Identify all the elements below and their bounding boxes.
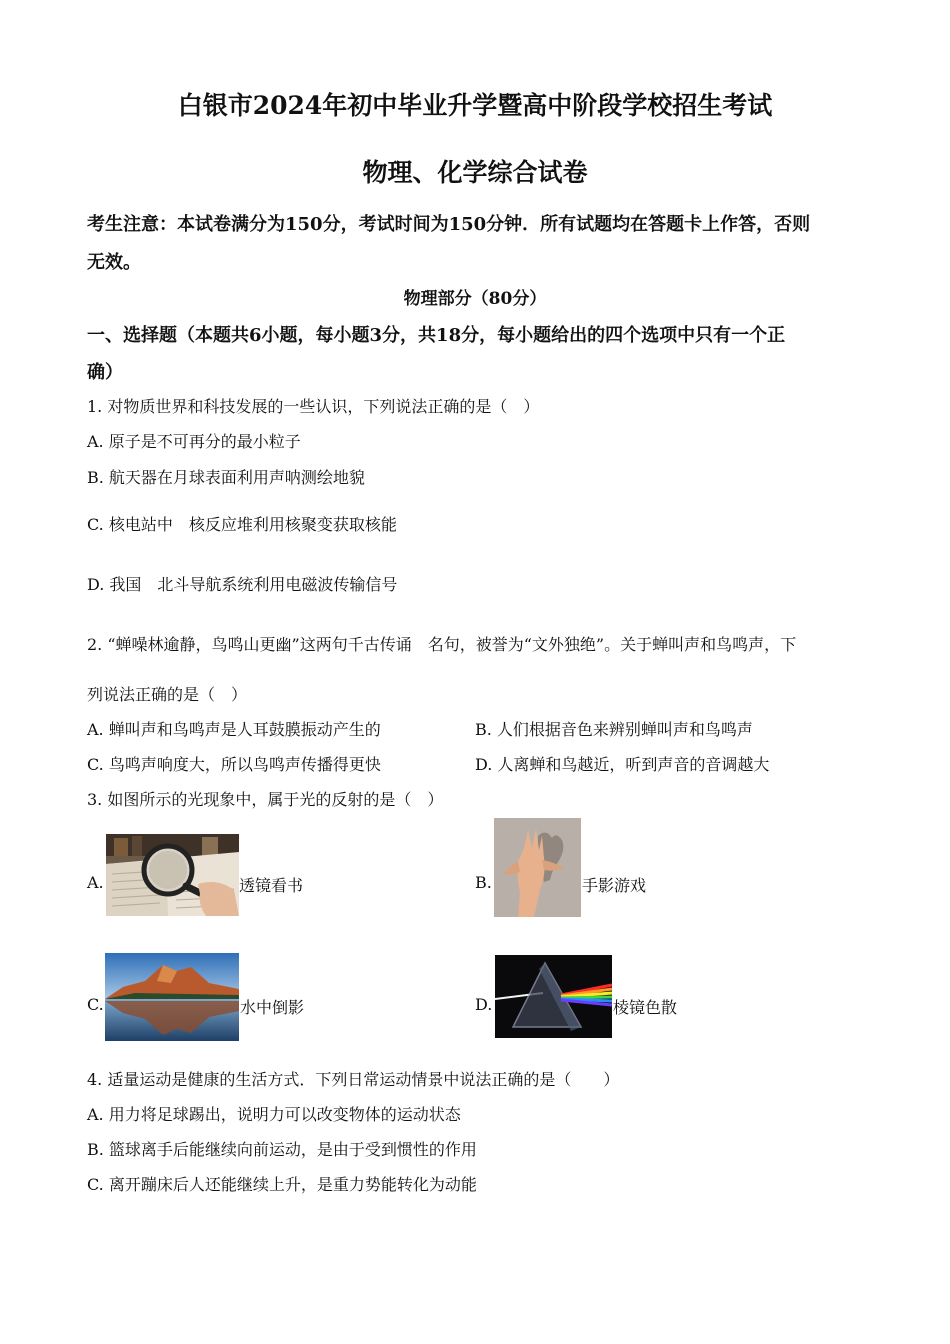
q4-stem: 4. 适量运动是健康的生活方式．下列日常运动情景中说法正确的是（ ） — [87, 1070, 620, 1089]
q3-option-c-caption: 水中倒影 — [240, 998, 305, 1017]
q3-stem: 3. 如图所示的光现象中，属于光的反射的是（ ） — [87, 790, 444, 809]
notice-line-1: 考生注意：本试卷满分为150分，考试时间为150分钟．所有试题均在答题卡上作答，否则 — [87, 214, 811, 235]
prism-dispersion-image — [495, 955, 612, 1038]
q4-option-a: A. 用力将足球踢出，说明力可以改变物体的运动状态 — [87, 1105, 461, 1124]
q2-option-b: B. 人们根据音色来辨别蝉叫声和鸟鸣声 — [475, 720, 753, 739]
q2-option-d: D. 人离蝉和鸟越近，听到声音的音调越大 — [475, 755, 770, 774]
q2-option-c: C. 鸟鸣声响度大，所以鸟鸣声传播得更快 — [87, 755, 381, 774]
section-title: 物理部分（80分） — [403, 289, 547, 309]
hand-shadow-image — [494, 818, 581, 917]
paper-subtitle: 物理、化学综合试卷 — [362, 158, 588, 187]
q2-stem-line-2: 列说法正确的是（ ） — [87, 685, 248, 704]
q1-option-a: A. 原子是不可再分的最小粒子 — [87, 432, 301, 451]
q4-option-b: B. 篮球离手后能继续向前运动，是由于受到惯性的作用 — [87, 1140, 477, 1159]
notice-line-2: 无效。 — [87, 252, 141, 273]
part1-heading-line-1: 一、选择题（本题共6小题，每小题3分，共18分，每小题给出的四个选项中只有一个正 — [87, 325, 786, 346]
q3-option-a-label: A. — [87, 873, 104, 892]
q3-option-d-caption: 棱镜色散 — [613, 998, 678, 1017]
q2-option-a: A. 蝉叫声和鸟鸣声是人耳鼓膜振动产生的 — [87, 720, 381, 739]
part1-heading-line-2: 确） — [87, 362, 123, 383]
q1-option-c: C. 核电站中 核反应堆利用核聚变获取核能 — [87, 515, 397, 534]
q1-option-d: D. 我国 北斗导航系统利用电磁波传输信号 — [87, 575, 398, 594]
mountain-reflection-image — [105, 953, 239, 1041]
q1-stem: 1. 对物质世界和科技发展的一些认识，下列说法正确的是（ ） — [87, 397, 540, 416]
q2-stem-line-1: 2. “蝉噪林逾静，鸟鸣山更幽”这两句千古传诵 名句，被誉为“文外独绝”。关于蝉叫声和鸟鸣声，下 — [87, 635, 797, 654]
q4-option-c: C. 离开蹦床后人还能继续上升，是重力势能转化为动能 — [87, 1175, 477, 1194]
q1-option-b: B. 航天器在月球表面利用声呐测绘地貌 — [87, 468, 365, 487]
magnifier-reading-image — [106, 834, 239, 916]
q3-option-b-label: B. — [475, 873, 492, 892]
q3-option-b-caption: 手影游戏 — [582, 876, 647, 895]
q3-option-c-label: C. — [87, 995, 104, 1014]
exam-title: 白银市2024年初中毕业升学暨高中阶段学校招生考试 — [177, 91, 773, 120]
q3-option-a-caption: 透镜看书 — [239, 876, 304, 895]
q3-option-d-label: D. — [475, 995, 493, 1014]
